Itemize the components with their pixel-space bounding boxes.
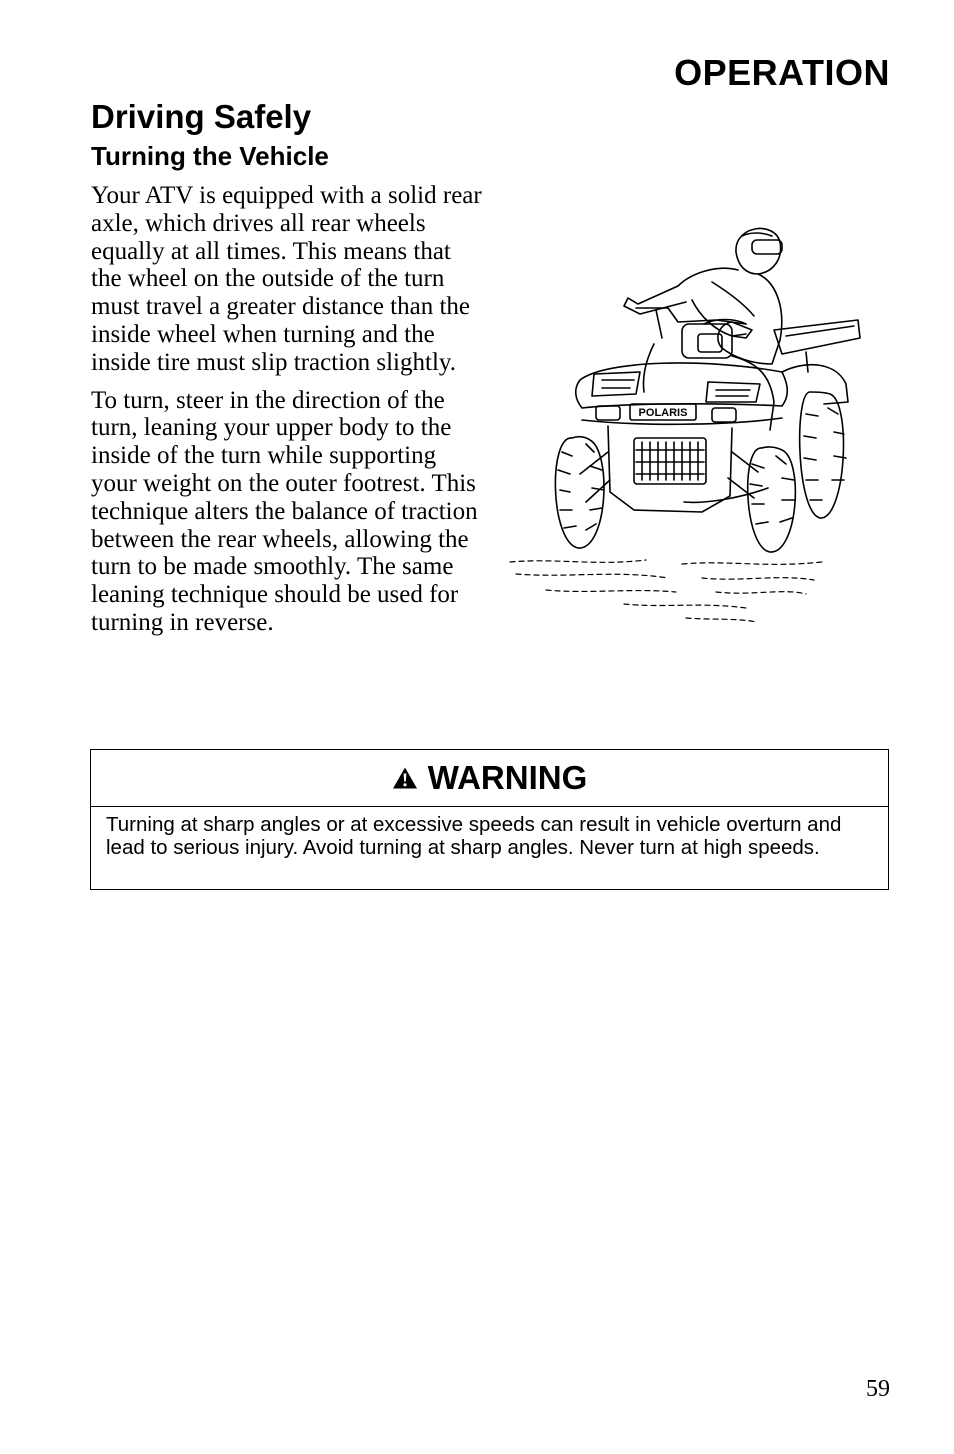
warning-triangle-icon [392, 766, 418, 790]
warning-text: Turning at sharp angles or at excessive speeds can result in vehicle overturn and lead to serious injury. Avoid turning at sharp angles. Never turn at high speeds. [106, 813, 842, 859]
paragraph-axle: Your ATV is equipped with a solid rear axle, which drives all rear wheels equally at all times. This means that the wheel on the outside of the turn must travel a greater distance than the inside wheel when turning and the inside tire must slip traction slightly. [91, 182, 482, 376]
warning-box [90, 749, 889, 890]
warning-label: WARNING [427, 759, 588, 796]
atv-rider-illustration [506, 212, 866, 632]
warning-header [91, 750, 888, 807]
brand-label: POLARIS [638, 407, 688, 419]
section-subtitle: Turning the Vehicle [91, 141, 329, 171]
page-number: 59 [866, 1376, 890, 1402]
page-title: Driving Safely [91, 98, 312, 135]
section-header: OPERATION [674, 52, 890, 93]
body-text [91, 182, 483, 647]
paragraph-turning: To turn, steer in the direction of the turn, leaning your upper body to the inside of the turn while supporting your weight on the outer footrest. This technique alters the balance of traction between the rear wheels, allowing the turn to be made smoothly. The same leaning technique should be used for turning in reverse. [91, 386, 478, 636]
